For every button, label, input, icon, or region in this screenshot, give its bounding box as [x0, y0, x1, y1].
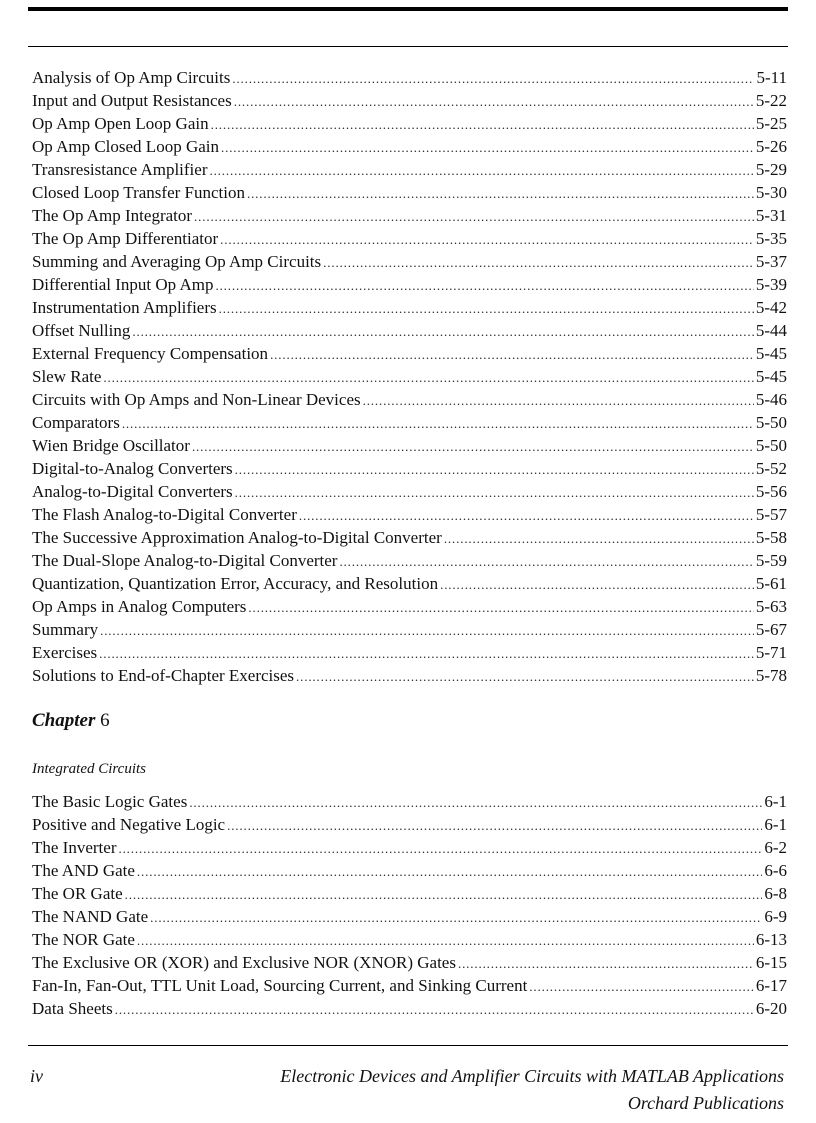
dot-leader [189, 790, 762, 813]
toc-entry-title: Transresistance Amplifier [32, 160, 208, 179]
dot-leader [220, 227, 754, 250]
toc-entry-title: Slew Rate [32, 367, 102, 386]
toc-entry-page: 5-35 [755, 229, 787, 248]
toc-entry-title: The Basic Logic Gates [32, 792, 188, 811]
toc-entry[interactable] [32, 641, 787, 664]
toc-entry[interactable] [32, 928, 787, 951]
toc-entry[interactable] [32, 859, 787, 882]
chapter-heading-label: Chapter [32, 710, 96, 731]
dot-leader [137, 928, 754, 951]
dot-leader [192, 434, 754, 457]
toc-entry-title: Differential Input Op Amp [32, 275, 214, 294]
toc-entry[interactable] [32, 66, 787, 89]
dot-leader [221, 135, 754, 158]
toc-entry-title: Op Amps in Analog Computers [32, 597, 247, 616]
toc-entry[interactable] [32, 457, 787, 480]
toc-entry-title: Summary [32, 620, 99, 639]
toc-entry-page: 5-67 [755, 620, 787, 639]
toc-entry-title: Analog-to-Digital Converters [32, 482, 233, 501]
toc-entry[interactable] [32, 342, 787, 365]
toc-entry-page: 5-58 [755, 528, 787, 547]
toc-entry-title: Digital-to-Analog Converters [32, 459, 233, 478]
footer-book-title: Electronic Devices and Amplifier Circuits with MATLAB Applications [280, 1066, 784, 1086]
toc-entry-page: 6-15 [755, 953, 787, 972]
toc-entry-page: 5-31 [755, 206, 787, 225]
footer-page-number: iv [30, 1066, 43, 1086]
toc-entry[interactable] [32, 227, 787, 250]
dot-leader [137, 859, 762, 882]
dot-leader [247, 181, 754, 204]
toc-entry-page: 5-52 [755, 459, 787, 478]
toc-entry[interactable] [32, 181, 787, 204]
toc-entry-page: 6-17 [755, 976, 787, 995]
toc-entry-title: The Inverter [32, 838, 117, 857]
toc-entry[interactable] [32, 158, 787, 181]
footer-publisher: Orchard Publications [627, 1093, 784, 1113]
toc-entry-page: 5-46 [755, 390, 787, 409]
dot-leader [270, 342, 754, 365]
toc-entry[interactable] [32, 296, 787, 319]
toc-entry[interactable] [32, 997, 787, 1020]
dot-leader [440, 572, 754, 595]
dot-leader [248, 595, 753, 618]
toc-entry[interactable] [32, 434, 787, 457]
toc-entry-page: 6-20 [755, 999, 787, 1018]
toc-entry-page: 6-1 [764, 815, 787, 834]
toc-entry[interactable] [32, 112, 787, 135]
toc-entry[interactable] [32, 388, 787, 411]
toc-entry[interactable] [32, 135, 787, 158]
dot-leader [235, 480, 754, 503]
toc-entry[interactable] [32, 503, 787, 526]
toc-entry-page: 5-78 [755, 666, 787, 685]
toc-entry-title: Quantization, Quantization Error, Accuracy, and Resolution [32, 574, 439, 593]
toc-entry-title: External Frequency Compensation [32, 344, 269, 363]
toc-entry-title: Positive and Negative Logic [32, 815, 226, 834]
toc-entry-title: The Flash Analog-to-Digital Converter [32, 505, 297, 524]
dot-leader [211, 112, 754, 135]
dot-leader [125, 882, 763, 905]
toc-entry-page: 5-29 [755, 160, 787, 179]
toc-entry-title: The Dual-Slope Analog-to-Digital Converter [32, 551, 338, 570]
dot-leader [339, 549, 753, 572]
toc-entry[interactable] [32, 549, 787, 572]
toc-entry[interactable] [32, 572, 787, 595]
toc-entry-title: Input and Output Resistances [32, 91, 232, 110]
toc-entry-title: Comparators [32, 413, 120, 432]
toc-entry-title: The Op Amp Differentiator [32, 229, 219, 248]
toc-entry[interactable] [32, 790, 787, 813]
toc-entry-page: 6-6 [764, 861, 787, 880]
dot-leader [215, 273, 753, 296]
toc-entry-page: 5-37 [755, 252, 787, 271]
dot-leader [115, 997, 754, 1020]
dot-leader [529, 974, 754, 997]
toc-entry-title: Op Amp Open Loop Gain [32, 114, 209, 133]
toc-entry[interactable] [32, 595, 787, 618]
dot-leader [99, 641, 754, 664]
toc-entry-title: Closed Loop Transfer Function [32, 183, 245, 202]
toc-entry[interactable] [32, 250, 787, 273]
toc-entry-title: Exercises [32, 643, 98, 662]
toc-entry-page: 5-11 [756, 68, 787, 87]
dot-leader [209, 158, 753, 181]
chapter-6-subtitle: Integrated Circuits [32, 761, 147, 777]
toc-entry-title: Solutions to End-of-Chapter Exercises [32, 666, 295, 685]
dot-leader [118, 836, 762, 859]
toc-entry-page: 5-30 [755, 183, 787, 202]
toc-entry-page: 5-56 [755, 482, 787, 501]
toc-entry-title: The AND Gate [32, 861, 135, 880]
dot-leader [299, 503, 754, 526]
dot-leader [219, 296, 754, 319]
toc-entry-page: 5-26 [755, 137, 787, 156]
chapter-6-heading [32, 710, 110, 732]
dot-leader [232, 66, 754, 89]
toc-entry[interactable] [32, 836, 787, 859]
toc-entry[interactable] [32, 204, 787, 227]
toc-entry-page: 5-50 [755, 413, 787, 432]
toc-entry-page: 6-13 [755, 930, 787, 949]
toc-entry[interactable] [32, 365, 787, 388]
toc-entry-title: Op Amp Closed Loop Gain [32, 137, 219, 156]
toc-entry-title: The NAND Gate [32, 907, 149, 926]
toc-entry[interactable] [32, 951, 787, 974]
toc-entry-title: The Op Amp Integrator [32, 206, 193, 225]
dot-leader [227, 813, 762, 836]
toc-entry[interactable] [32, 618, 787, 641]
toc-entry-page: 5-59 [755, 551, 787, 570]
dot-leader [122, 411, 754, 434]
header-divider [28, 46, 788, 47]
toc-entry[interactable] [32, 526, 787, 549]
toc-entry[interactable] [32, 319, 787, 342]
toc-entry-title: Fan-In, Fan-Out, TTL Unit Load, Sourcing Current, and Sinking Current [32, 976, 528, 995]
toc-entry[interactable] [32, 905, 787, 928]
toc-entry-title: Analysis of Op Amp Circuits [32, 68, 231, 87]
toc-entry[interactable] [32, 882, 787, 905]
top-rule [28, 7, 788, 11]
toc-entry-page: 5-63 [755, 597, 787, 616]
toc-entry-page: 6-1 [764, 792, 787, 811]
chapter-6-toc-list [32, 790, 787, 1020]
toc-entry-page: 5-44 [755, 321, 787, 340]
toc-entry-page: 5-42 [755, 298, 787, 317]
toc-entry-page: 5-39 [755, 275, 787, 294]
dot-leader [363, 388, 754, 411]
dot-leader [100, 618, 754, 641]
toc-entry-page: 5-61 [755, 574, 787, 593]
chapter-heading-number: 6 [100, 710, 110, 731]
dot-leader [150, 905, 762, 928]
toc-entry[interactable] [32, 411, 787, 434]
toc-entry[interactable] [32, 974, 787, 997]
toc-entry-title: Instrumentation Amplifiers [32, 298, 217, 317]
toc-entry-page: 5-25 [755, 114, 787, 133]
dot-leader [103, 365, 753, 388]
toc-entry-page: 5-71 [755, 643, 787, 662]
toc-entry-title: Data Sheets [32, 999, 113, 1018]
dot-leader [444, 526, 754, 549]
dot-leader [234, 89, 754, 112]
toc-entry-page: 5-50 [755, 436, 787, 455]
toc-entry-title: The Exclusive OR (XOR) and Exclusive NOR (XNOR) Gates [32, 953, 456, 972]
toc-entry[interactable] [32, 89, 787, 112]
dot-leader [132, 319, 753, 342]
dot-leader [296, 664, 754, 687]
toc-entry-page: 6-8 [764, 884, 787, 903]
toc-entry-title: The OR Gate [32, 884, 123, 903]
toc-entry[interactable] [32, 480, 787, 503]
toc-entry[interactable] [32, 813, 787, 836]
toc-entry-title: The Successive Approximation Analog-to-Digital Converter [32, 528, 442, 547]
toc-entry-title: The NOR Gate [32, 930, 135, 949]
toc-entry-page: 5-22 [755, 91, 787, 110]
toc-entry-page: 5-45 [755, 367, 787, 386]
footer-divider [28, 1045, 788, 1046]
toc-entry-page: 5-45 [755, 344, 787, 363]
toc-entry-page: 5-57 [755, 505, 787, 524]
toc-entry-page: 6-9 [764, 907, 787, 926]
toc-entry-title: Offset Nulling [32, 321, 131, 340]
toc-entry-title: Circuits with Op Amps and Non-Linear Devices [32, 390, 361, 409]
dot-leader [458, 951, 754, 974]
dot-leader [194, 204, 754, 227]
toc-entry-page: 6-2 [764, 838, 787, 857]
toc-entry-title: Summing and Averaging Op Amp Circuits [32, 252, 322, 271]
toc-entry-title: Wien Bridge Oscillator [32, 436, 190, 455]
toc-entry[interactable] [32, 273, 787, 296]
dot-leader [323, 250, 754, 273]
chapter-5-toc-list [32, 66, 787, 687]
dot-leader [235, 457, 754, 480]
toc-entry[interactable] [32, 664, 787, 687]
